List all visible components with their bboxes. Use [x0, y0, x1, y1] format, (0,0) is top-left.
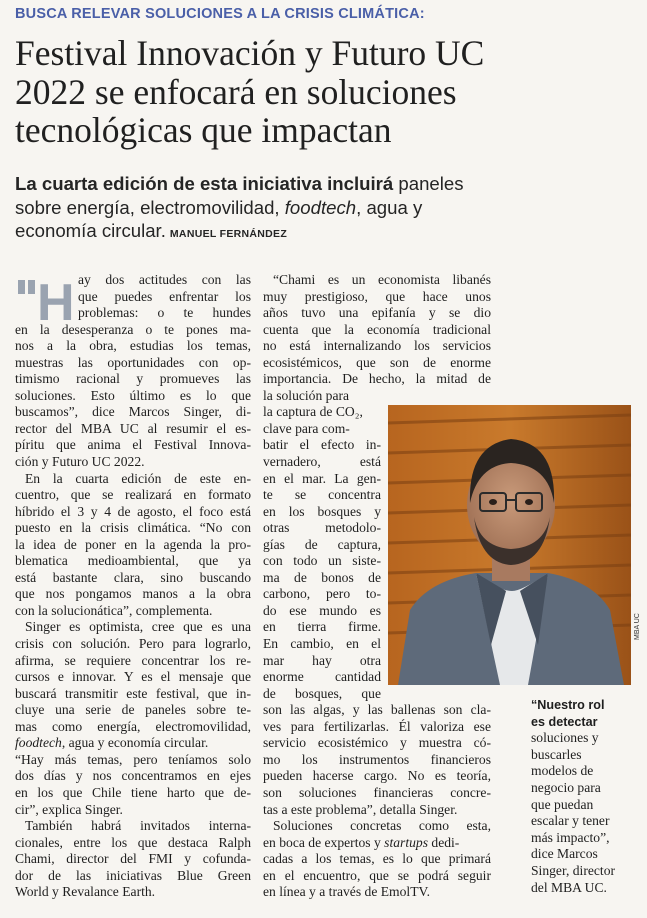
- body-line: Chami, director del FMI y cofunda-: [15, 851, 251, 867]
- body-line: tas a este problema”, detalla Singer.: [263, 801, 458, 817]
- body-line: buscamos”, dice Marcos Singer, di-: [15, 404, 251, 420]
- headline-line: 2022 se enfocará en soluciones: [15, 71, 457, 112]
- body-line: cuentro, que se realizará en formato: [15, 487, 251, 503]
- body-line: cadas a los temas, es lo que primará: [263, 851, 491, 867]
- body-line: cluye una serie de paneles sobre te-: [15, 702, 251, 718]
- body-text: , agua y economía circular.: [61, 735, 209, 751]
- body-line: crisis con solución. Pero para lograrlo,: [15, 636, 251, 652]
- body-line: muestras las oportunidades con op-: [15, 354, 251, 370]
- body-line: ecosistémicos, que son de enorme: [263, 354, 491, 370]
- body-line: la solución para: [263, 387, 350, 403]
- body-line: son las algas, y las ballenas son cla-: [263, 702, 491, 718]
- body-line: está bastante clara, sino buscando: [15, 569, 251, 585]
- body-line: cursos e innovar. Y es el mensaje que: [15, 669, 251, 685]
- body-line: nos a la obra, estudias los temas,: [15, 338, 251, 354]
- body-line: clave para com-: [263, 420, 350, 436]
- body-line: en la desesperanza o te pones ma-: [15, 321, 251, 337]
- body-line: ves para fertilizarlas. Él valoriza ese: [263, 718, 491, 734]
- kicker: BUSCA RELEVAR SOLUCIONES A LA CRISIS CLIMÁTICA:: [15, 6, 425, 22]
- body-line: “Chami es un economista libanés: [273, 272, 491, 287]
- quote-line: negocio para: [531, 779, 601, 795]
- pull-quote: [531, 697, 636, 896]
- body-line: timismo racional y promueves las: [15, 371, 251, 387]
- lead-text: , agua y: [356, 196, 423, 218]
- body-line: problemas: o te hundes: [78, 305, 251, 321]
- body-line: “Hay más temas, pero teníamos solo: [15, 751, 251, 767]
- body-line: en los que Chile tiene harto que de-: [15, 784, 251, 800]
- quote-line: más impacto”,: [531, 829, 610, 845]
- quote-line: Singer, director: [531, 862, 616, 878]
- quote-bold: “Nuestro rol: [531, 698, 605, 712]
- byline: MANUEL FERNÁNDEZ: [169, 228, 288, 240]
- body-line: mas como energía, electromovilidad,: [15, 718, 251, 734]
- body-line: Singer es optimista, cree que es una: [25, 619, 251, 635]
- body-line: en tierra firme.: [263, 619, 381, 635]
- body-line: rector del MBA UC al resumir el es-: [15, 420, 251, 436]
- body-line: híbrido el 3 y 4 de agosto, el foco está: [15, 503, 251, 519]
- body-line: carbono, pero to-: [263, 586, 381, 602]
- body-line: te se concentra: [263, 487, 381, 503]
- body-line: [15, 735, 251, 752]
- body-line: píritu que anima el Festival Innova-: [15, 437, 251, 453]
- body-line: otras metodolo-: [263, 520, 381, 536]
- body-line: Soluciones concretas como esta,: [273, 818, 491, 834]
- body-line: buscará transmitir este festival, que in-: [15, 685, 251, 701]
- body-line: ay dos actitudes con las: [78, 272, 251, 287]
- quote-line: del MBA UC.: [531, 879, 607, 895]
- body-text: en boca de expertos y: [263, 834, 385, 850]
- quote-bold: es detectar: [531, 714, 598, 729]
- body-line: enorme cantidad: [263, 669, 381, 685]
- photo-credit: MBA UC: [634, 613, 641, 640]
- body-line: no está internalizando los servicios: [263, 338, 491, 354]
- body-line: afirma, se requiere concentrar los re-: [15, 652, 251, 668]
- body-line: que puedes enfrentar los: [78, 288, 251, 304]
- body-line: [263, 835, 491, 852]
- lead-bold: La cuarta edición de esta iniciativa incluirá: [15, 173, 394, 194]
- body-line: World y Revalance Earth.: [15, 884, 156, 900]
- quote-line: modelos de: [531, 763, 594, 779]
- body-line: la captura de CO₂,: [263, 404, 363, 420]
- body-line: con la solucionática”, complementa.: [15, 602, 213, 618]
- body-line: gías de captura,: [263, 536, 381, 552]
- body-line: servicio ecosistémico y muestra có-: [263, 735, 491, 751]
- lead-text: paneles: [393, 173, 464, 194]
- body-line: mar hay otra: [263, 652, 381, 668]
- body-line: en el encuentro, que se podrá seguir: [263, 867, 491, 883]
- body-line: muy prestigioso, que hace unos: [263, 288, 491, 304]
- body-line: de bosques, que: [263, 685, 381, 701]
- body-line: do ese mundo es: [263, 602, 381, 618]
- quote-line: soluciones y: [531, 730, 599, 746]
- quote-line: dice Marcos: [531, 846, 598, 862]
- headline-line: tecnológicas que impactan: [15, 110, 392, 150]
- body-line: con todo un siste-: [263, 553, 381, 569]
- lead-text: sobre energía, electromovilidad,: [15, 196, 285, 218]
- body-line: En la cuarta edición de este en-: [25, 470, 251, 486]
- body-line: dor de las iniciativas Blue Green: [15, 867, 251, 883]
- body-line: son soluciones financieras concre-: [263, 784, 491, 800]
- body-line: en el mar. La gen-: [263, 470, 381, 486]
- lead-text: economía circular.: [15, 220, 166, 241]
- body-line: en los bosques y: [263, 503, 381, 519]
- body-line: ción y Futuro UC 2022.: [15, 454, 145, 470]
- body-line: cir”, explica Singer.: [15, 801, 123, 817]
- body-line: puesto en la crisis climática. “No con: [15, 520, 251, 536]
- quote-line: que puedan: [531, 796, 594, 812]
- body-line: dos días y nos concentramos en ejes: [15, 768, 251, 784]
- body-line: blematica medioambiental, que ya: [15, 553, 251, 569]
- lead-italic: foodtech: [284, 196, 357, 218]
- drop-cap-letter: H: [37, 276, 75, 324]
- portrait-photo: [388, 405, 631, 685]
- body-line: batir el efecto in-: [263, 437, 381, 453]
- body-column-1: [15, 272, 251, 901]
- quote-line: buscarles: [531, 746, 582, 762]
- body-line: importancia. De hecho, la mitad de: [263, 371, 491, 387]
- body-line: años tuvo una epifanía y se dio: [263, 305, 491, 321]
- body-italic: startups: [384, 834, 428, 850]
- body-line: en línea y a través de EmolTV.: [263, 884, 430, 900]
- quote-line: escalar y tener: [531, 813, 610, 829]
- body-text: dedi-: [428, 834, 460, 850]
- body-line: cuenta que la economía tradicional: [263, 321, 491, 337]
- body-line: vernadero, está: [263, 454, 381, 470]
- lead-paragraph: [15, 172, 635, 247]
- body-line: mo los instrumentos financieros: [263, 751, 491, 767]
- body-line: pueden hacerse cargo. No es teoría,: [263, 768, 491, 784]
- body-line: ma de bonos de: [263, 569, 381, 585]
- headline: [15, 34, 635, 150]
- body-line: También habrá invitados interna-: [25, 818, 251, 834]
- body-line: En cambio, en el: [263, 636, 381, 652]
- body-line: cionales, entre los que destaca Ralph: [15, 834, 251, 850]
- body-line: que nos pongamos manos a la obra: [15, 586, 251, 602]
- body-line: la idea de poner en la agenda la pro-: [15, 536, 251, 552]
- body-italic: foodtech: [15, 735, 62, 751]
- body-line: soluciones. Esto último es lo que: [15, 387, 251, 403]
- headline-line: Festival Innovación y Futuro UC: [15, 33, 485, 73]
